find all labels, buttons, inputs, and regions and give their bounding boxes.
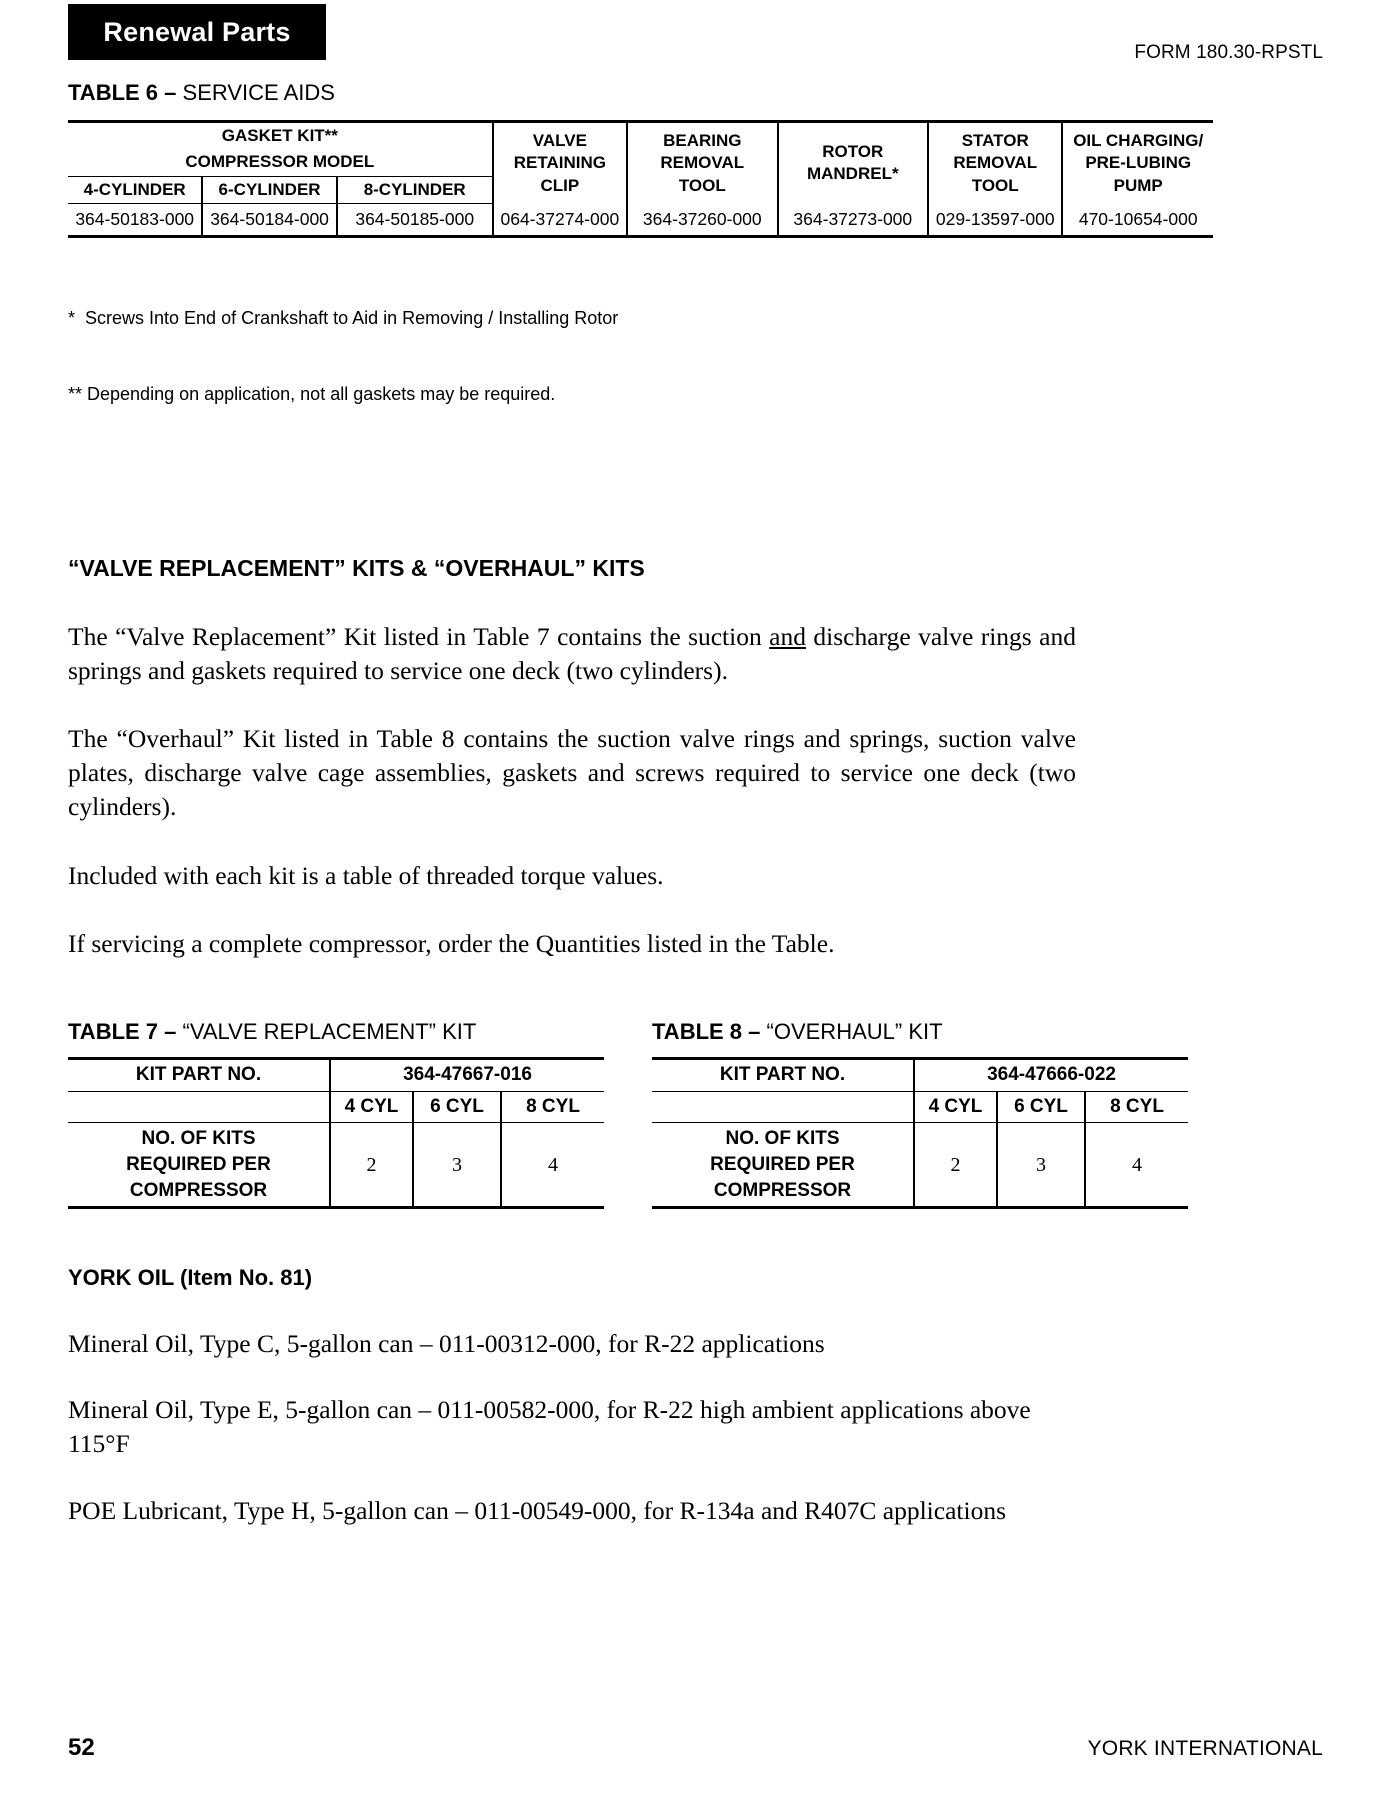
table6-col2-line2: REMOVAL	[660, 153, 745, 173]
table6-col-valve-retaining-clip	[493, 122, 627, 204]
paragraph-3: Included with each kit is a table of threaded torque values.	[68, 860, 664, 890]
york-oil-line-2: Mineral Oil, Type E, 5-gallon can – 011-00582-000, for R-22 high ambient applications above 115°F	[68, 1395, 1031, 1459]
table8-row-label-line2: REQUIRED PER	[710, 1153, 855, 1175]
page-header	[0, 0, 1391, 80]
table8-row-cyl-headers	[652, 1091, 1188, 1123]
paragraph-1	[68, 620, 1076, 688]
table7-kit-part-number: 364-47667-016	[330, 1058, 604, 1091]
page-number: 52	[68, 1734, 95, 1761]
table6-header-row-1	[68, 122, 1213, 150]
table7-header-6cyl: 6 CYL	[413, 1091, 501, 1123]
table6-caption	[68, 80, 1323, 106]
table7-row-cyl-headers	[68, 1091, 604, 1123]
table7-row-label-line3: COMPRESSOR	[129, 1179, 268, 1201]
table6-value-2: 364-50185-000	[337, 204, 493, 237]
table6-col-rotor-mandrel	[778, 122, 929, 204]
table8-qty-8cyl: 4	[1085, 1123, 1188, 1208]
table6-value-1: 364-50184-000	[202, 204, 336, 237]
table8-row-quantities	[652, 1123, 1188, 1208]
table6-col2-line1: BEARING	[663, 130, 742, 150]
paragraph-1-part-1: The “Valve Replacement” Kit listed in Table 7 contains the suction	[68, 621, 770, 651]
table7-qty-4cyl: 2	[330, 1123, 413, 1208]
kit-tables-container	[68, 1019, 1323, 1209]
york-oil-line-3: POE Lubricant, Type H, 5-gallon can – 011-00549-000, for R-134a and R407C applications	[68, 1495, 1006, 1525]
table6-col5-line3: PUMP	[1113, 175, 1163, 195]
table8-header-8cyl: 8 CYL	[1085, 1091, 1188, 1123]
table7-header-8cyl: 8 CYL	[501, 1091, 604, 1123]
table6-footnote-2: ** Depending on application, not all gaskets may be required.	[68, 384, 556, 405]
table7-empty-cell	[68, 1091, 330, 1123]
table8-kit-part-label: KIT PART NO.	[652, 1058, 914, 1091]
table7	[68, 1057, 604, 1209]
table7-header-4cyl: 4 CYL	[330, 1091, 413, 1123]
table7-caption-title: “VALVE REPLACEMENT” KIT	[182, 1018, 477, 1044]
table6-col3-line1: ROTOR	[822, 141, 884, 161]
table6-value-7: 470-10654-000	[1062, 204, 1213, 237]
table8-header-6cyl: 6 CYL	[997, 1091, 1085, 1123]
table6-wrapper	[68, 120, 1323, 238]
table8-caption-title: “OVERHAUL” KIT	[766, 1018, 943, 1044]
table6-col-oil-charging-pump	[1062, 122, 1213, 204]
table6-caption-label: TABLE 6 –	[68, 80, 183, 105]
table8-qty-4cyl: 2	[914, 1123, 997, 1208]
paragraph-2: The “Overhaul” Kit listed in Table 8 contains the suction valve rings and springs, suction valve plates, discharge valve cage assemblies, gaskets and screws required to service one deck (two cylinders).	[68, 724, 1076, 822]
table6-col-stator-removal-tool	[928, 122, 1062, 204]
table8-row-label-line1: NO. OF KITS	[725, 1128, 840, 1150]
form-number: FORM 180.30-RPSTL	[1134, 42, 1323, 63]
table8-row-kit-part	[652, 1058, 1188, 1091]
table6-data-row	[68, 204, 1213, 237]
table8-caption	[652, 1019, 1188, 1045]
table7-qty-8cyl: 4	[501, 1123, 604, 1208]
table7-qty-6cyl: 3	[413, 1123, 501, 1208]
table7-kit-part-label: KIT PART NO.	[68, 1058, 330, 1091]
table6-subheader-6cyl: 6-CYLINDER	[202, 176, 336, 203]
company-name: YORK INTERNATIONAL	[1087, 1737, 1323, 1760]
page-content	[0, 80, 1391, 1528]
table6-col5-line1: OIL CHARGING/	[1073, 130, 1204, 150]
table8	[652, 1057, 1188, 1209]
page-footer	[68, 1734, 1323, 1762]
table7-row-kit-part	[68, 1058, 604, 1091]
paragraph-1-underlined-word: and	[769, 621, 806, 651]
table6-col1-line1: VALVE	[532, 130, 587, 150]
table6-col4-line3: TOOL	[971, 175, 1019, 195]
table8-block	[652, 1019, 1188, 1209]
table8-qty-6cyl: 3	[997, 1123, 1085, 1208]
table8-caption-label: TABLE 8 –	[652, 1018, 767, 1044]
paragraph-1-part-2: discharge valve rings and springs and gaskets required to service one deck (two cylinders).	[68, 621, 1076, 685]
table6-subheader-4cyl: 4-CYLINDER	[68, 176, 202, 203]
table6-footnote-1: * Screws Into End of Crankshaft to Aid in Removing / Installing Rotor	[68, 307, 619, 328]
table6-col-bearing-removal-tool	[627, 122, 778, 204]
table7-row-label-line1: NO. OF KITS	[141, 1128, 256, 1150]
table6-col4-line2: REMOVAL	[953, 153, 1038, 173]
table6-value-6: 029-13597-000	[928, 204, 1062, 237]
renewal-parts-badge: Renewal Parts	[68, 4, 326, 60]
table6-col4-line1: STATOR	[961, 130, 1029, 150]
table8-empty-cell	[652, 1091, 914, 1123]
york-oil-heading: YORK OIL (Item No. 81)	[68, 1265, 313, 1291]
table6-col1-line3: CLIP	[540, 175, 580, 195]
table6-value-4: 364-37260-000	[627, 204, 778, 237]
table6-col1-line2: RETAINING	[513, 153, 606, 173]
table6-value-0: 364-50183-000	[68, 204, 202, 237]
section-heading-valve-overhaul-kits: “VALVE REPLACEMENT” KITS & “OVERHAUL” KITS	[68, 554, 645, 581]
table7-row-label	[68, 1123, 330, 1208]
table6-col5-line2: PRE-LUBING	[1085, 153, 1192, 173]
table8-row-label-line3: COMPRESSOR	[713, 1179, 852, 1201]
table7-caption-label: TABLE 7 –	[68, 1018, 183, 1044]
table7-caption	[68, 1019, 604, 1045]
table6-col3-line2: MANDREL*	[806, 164, 899, 184]
table6	[68, 120, 1213, 238]
paragraph-4: If servicing a complete compressor, order the Quantities listed in the Table.	[68, 928, 835, 958]
table6-footnotes	[68, 254, 1323, 458]
table8-kit-part-number: 364-47666-022	[914, 1058, 1188, 1091]
table8-header-4cyl: 4 CYL	[914, 1091, 997, 1123]
table8-row-label	[652, 1123, 914, 1208]
table6-group-header-line1: GASKET KIT**	[68, 122, 493, 150]
york-oil-line-1: Mineral Oil, Type C, 5-gallon can – 011-00312-000, for R-22 applications	[68, 1329, 825, 1359]
table7-row-quantities	[68, 1123, 604, 1208]
table6-col2-line3: TOOL	[678, 175, 726, 195]
table6-subheader-8cyl: 8-CYLINDER	[337, 176, 493, 203]
table7-block	[68, 1019, 604, 1209]
table7-row-label-line2: REQUIRED PER	[126, 1153, 271, 1175]
table6-value-5: 364-37273-000	[778, 204, 929, 237]
table6-caption-title: SERVICE AIDS	[182, 80, 335, 105]
table6-value-3: 064-37274-000	[493, 204, 627, 237]
table6-group-header-line2: COMPRESSOR MODEL	[68, 149, 493, 176]
